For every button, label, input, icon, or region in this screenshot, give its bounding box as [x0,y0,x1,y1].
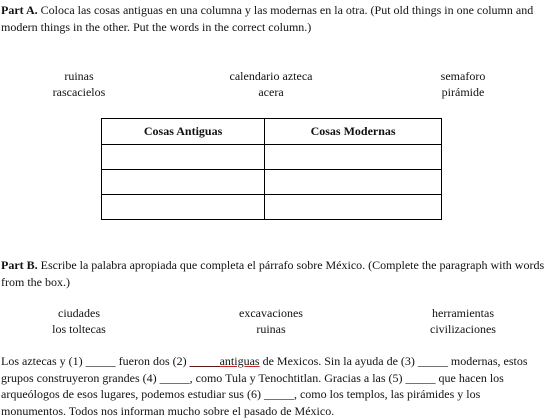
table-cell[interactable] [265,195,442,220]
word-bank-a-item: pirámide [441,85,485,99]
paragraph-text-start: Los aztecas y (1) _____ fueron dos (2) [1,354,190,368]
part-a-label: Part A. [1,3,38,17]
word-bank-a-item: calendario azteca [229,69,313,83]
paragraph-text-rest: de Mexicos. Sin la ayuda de (3) _____ modernas, estos grupos construyeron grandes (4) _____, como Tula y Tenochtitlan. Gracias a las (5) _____ que hacen los arqueólogos de esos lugares, podemos estudiar sus (6) _____, como los templos, las pirámides y los monumentos. Todos nos informan mucho sobre el pasado de México. [1,354,528,418]
word-bank-b-item: los toltecas [52,322,106,336]
table-cell[interactable] [102,170,265,195]
part-b-paragraph [1,353,546,419]
word-bank-b-item: excavaciones [239,306,303,320]
table-cell[interactable] [265,170,442,195]
table-header-row [102,119,442,145]
word-bank-a-item: ruinas [64,69,94,83]
table-row [102,170,442,195]
word-bank-b-item: ruinas [256,322,286,336]
word-bank-b-item: herramientas [432,306,494,320]
word-bank-a-item: acera [258,85,284,99]
part-b-text: Escribe la palabra apropiada que completa el párrafo sobre México. (Complete the paragraph with words from the box.) [1,258,545,289]
word-bank-a-item: rascacielos [52,85,106,99]
part-b-label: Part B. [1,258,38,272]
table-cell[interactable] [102,195,265,220]
sort-table [101,118,442,220]
part-a-instructions [1,2,546,35]
word-bank-a-item: semaforo [440,69,486,83]
header-cosas-modernas: Cosas Modernas [265,119,442,145]
table-cell[interactable] [265,145,442,170]
part-a-text: Coloca las cosas antiguas en una columna y las modernas en la otra. (Put old things in one column and modern things in the other. Put the words in the correct column.) [1,3,534,34]
table-row [102,195,442,220]
header-cosas-antiguas: Cosas Antiguas [102,119,265,145]
word-bank-b-item: ciudades [58,306,100,320]
table-cell[interactable] [102,145,265,170]
filled-answer: _____antiguas [189,354,260,368]
word-bank-b-item: civilizaciones [430,322,496,336]
part-b-instructions [1,257,546,290]
table-row [102,145,442,170]
